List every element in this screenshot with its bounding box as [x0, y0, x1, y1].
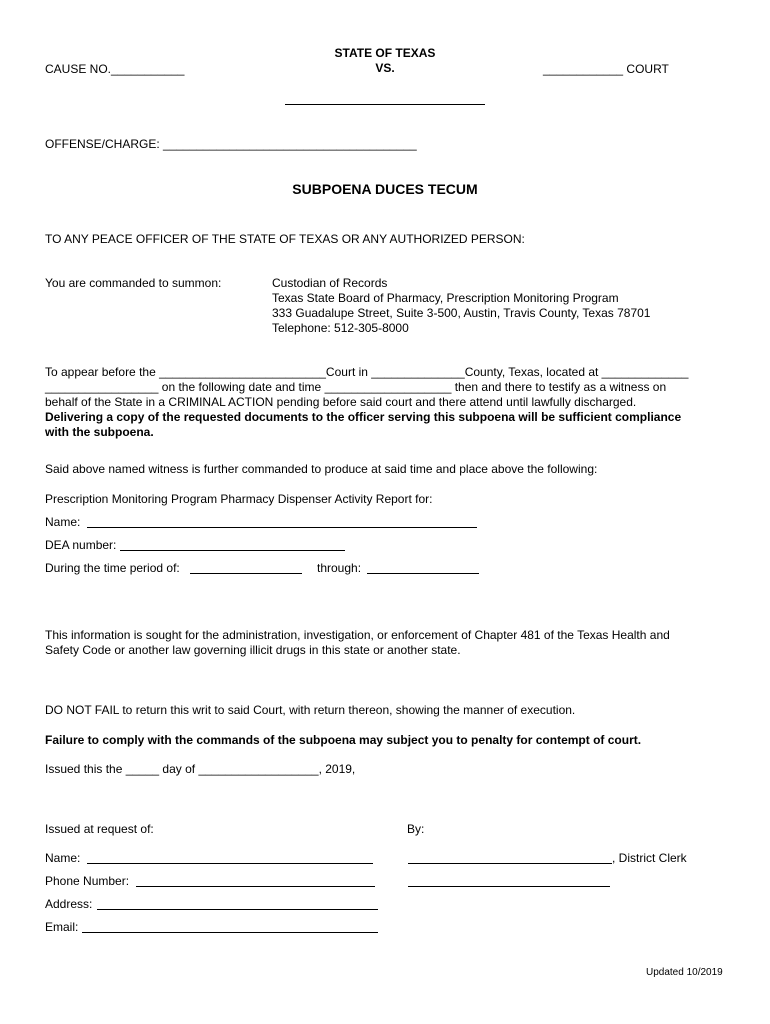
dea-number-field[interactable]	[120, 550, 345, 551]
summon-line: Texas State Board of Pharmacy, Prescription Monitoring Program	[272, 291, 619, 305]
district-clerk-label: , District Clerk	[612, 851, 687, 865]
address-field[interactable]	[97, 909, 378, 910]
phone-number-label: Phone Number:	[45, 874, 130, 888]
cause-number-field: CAUSE NO.___________	[45, 62, 185, 76]
defendant-name-line	[285, 104, 485, 105]
do-not-fail-text: DO NOT FAIL to return this writ to said Court, with return thereon, showing the manner of execution.	[45, 703, 576, 717]
deputy-signature-line[interactable]	[408, 886, 610, 887]
report-heading: Prescription Monitoring Program Pharmacy Dispenser Activity Report for:	[45, 492, 433, 506]
by-label: By:	[407, 822, 425, 836]
produce-instruction: Said above named witness is further commanded to produce at said time and place above the following:	[45, 462, 598, 476]
request-label: Issued at request of:	[45, 822, 154, 836]
summon-line: 333 Guadalupe Street, Suite 3-500, Austin, Travis County, Texas 78701	[272, 306, 651, 320]
period-start-field[interactable]	[190, 573, 302, 574]
appear-text: _________________ on the following date and time ___________________ then and there to testify as a witness on	[45, 380, 667, 394]
info-text: This information is sought for the administration, investigation, or enforcement of Chapter 481 of the Texas Health and	[45, 628, 670, 642]
summon-line: Telephone: 512-305-8000	[272, 321, 409, 335]
address-line: TO ANY PEACE OFFICER OF THE STATE OF TEXAS OR ANY AUTHORIZED PERSON:	[45, 232, 525, 246]
dea-number-label: DEA number:	[45, 538, 117, 552]
report-name-label: Name:	[45, 515, 81, 529]
appear-text: To appear before the _________________________Court in ______________County, Texas, located at _____________	[45, 365, 689, 379]
clerk-signature-line[interactable]	[408, 863, 612, 864]
request-name-label: Name:	[45, 851, 81, 865]
email-label: Email:	[45, 920, 79, 934]
issued-date-line: Issued this the _____ day of __________________, 2019,	[45, 762, 356, 776]
versus-label: VS.	[375, 61, 395, 75]
compliance-note: with the subpoena.	[45, 425, 154, 439]
summon-line: Custodian of Records	[272, 276, 388, 290]
compliance-note: Delivering a copy of the requested documents to the officer serving this subpoena will be sufficient compliance	[45, 410, 682, 424]
period-end-field[interactable]	[367, 573, 479, 574]
summon-label: You are commanded to summon:	[45, 276, 222, 290]
state-heading: STATE OF TEXAS	[334, 46, 436, 60]
info-text: Safety Code or another law governing illicit drugs in this state or another state.	[45, 643, 461, 657]
revision-date: Updated 10/2019	[646, 967, 723, 978]
appear-text: behalf of the State in a CRIMINAL ACTION pending before said court and there attend until lawfully discharged.	[45, 395, 637, 409]
offense-charge-field: OFFENSE/CHARGE: ______________________________________	[45, 137, 417, 151]
time-period-label: During the time period of:	[45, 561, 180, 575]
report-name-field[interactable]	[87, 527, 477, 528]
email-field[interactable]	[82, 932, 378, 933]
request-name-field[interactable]	[87, 863, 373, 864]
through-label: through:	[317, 561, 362, 575]
phone-number-field[interactable]	[136, 886, 375, 887]
failure-warning: Failure to comply with the commands of the subpoena may subject you to penalty for contempt of court.	[45, 733, 642, 747]
page-title: SUBPOENA DUCES TECUM	[292, 181, 478, 197]
address-label: Address:	[45, 897, 93, 911]
court-field: ____________ COURT	[543, 62, 669, 76]
